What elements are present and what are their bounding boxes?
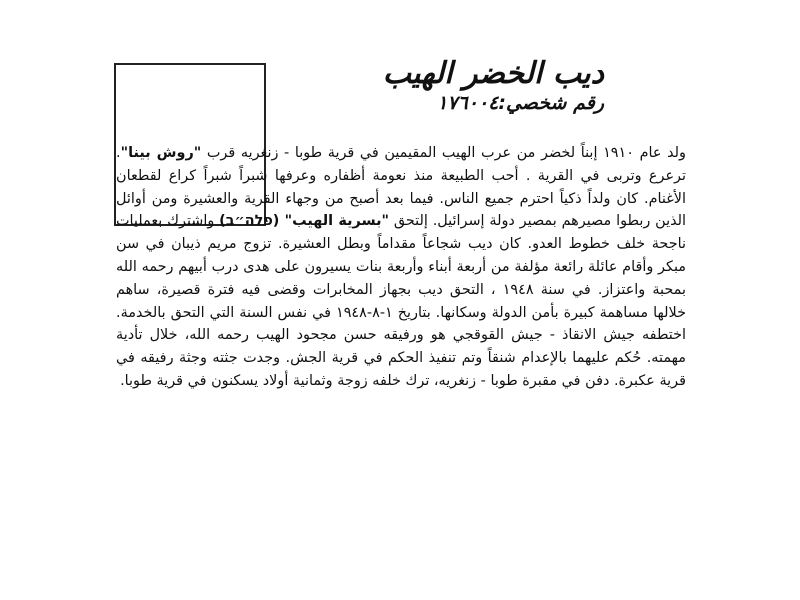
personal-id-label: رقم شخصي:: [498, 92, 604, 114]
biography-text: [116, 142, 686, 393]
biography-part-1: ولد عام ١٩١٠ إبناً لخضر من عرب الهيب المقيمين في قرية طوبا - زنغريه قرب: [201, 145, 686, 161]
person-name: ديب الخضر الهيب: [382, 56, 604, 91]
biography-place-name: "روش بينا": [120, 145, 202, 161]
biography-unit-name: "بسرية الهيب" (פלה״ב): [219, 213, 389, 230]
personal-id-number: ١٧٦٠٠٤: [437, 92, 499, 114]
biography-part-3: واشترك بعمليات ناجحة خلف خطوط العدو. كان ديب شجاعاً مقداماً وبطل العشيرة. تزوج مريم ذيبان في سن مبكر وأقام عائلة رائعة مؤلفة من أربعة أبناء وأربعة بنات يسيرون على هدى درب أبيهم رحمه الله بمحبة واعتزاز. في سنة ١٩٤٨ ، التحق ديب بجهاز المخابرات وقضى فيه فترة قصيرة، ساهم خلالها مساهمة كبيرة بأمن الدولة وسكانها. بتاريخ ١-٨-١٩٤٨ في نفس السنة التي التحق بالخدمة. اختطفه جيش الانقاذ - جيش القوقجي هو ورفيقه حسن مجحود الهيب رحمه الله، خلال تأدية مهمته. حُكم عليهما بالإعدام شنقاً وتم تنفيذ الحكم في قرية الجش. وجدت جثته وجثة رفيقه في قرية عكبرة. دفن في مقبرة طوبا - زنغريه، ترك خلفه زوجة وثمانية أولاد يسكنون في قرية طوبا.: [116, 213, 686, 389]
personal-id-line: [284, 91, 604, 115]
biography-part-2: . ترعرع وتربى في القرية . أحب الطبيعة منذ نعومة أظفاره وعرفها شبراً شبراً كراع لقطعان الأغنام. كان ولداً ذكياً احترم جميع الناس. فيما بعد أصبح من وجهاء القرية والعشيرة ومن أوائل الذين ربطوا مصيرهم بمصير دولة إسرائيل. إلتحق: [116, 145, 687, 230]
